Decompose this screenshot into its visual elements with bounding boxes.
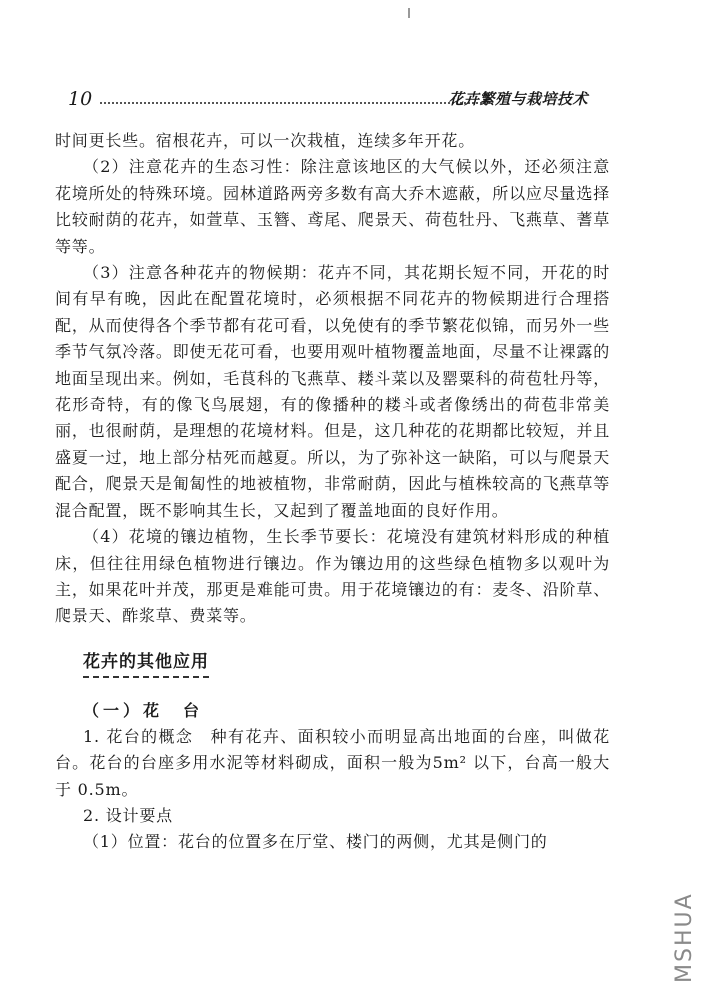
section-heading: 花卉的其他应用	[83, 650, 209, 678]
watermark-text: MSHUA	[672, 892, 697, 984]
paragraph-1: 时间更长些。宿根花卉，可以一次栽植，连续多年开花。	[55, 131, 476, 150]
scan-mark	[408, 8, 410, 18]
paragraph-5: 1. 花台的概念 种有花卉、面积较小而明显高出地面的台座，叫做花台。花台的台座多用水泥等材料砌成，面积一般为5m² 以下，台高一般大于 0.5m。	[55, 726, 610, 799]
paragraph-4: （4）花境的镶边植物，生长季节要长：花境没有建筑材料形成的种植床，但往往用绿色植物进行镶边。作为镶边用的这些绿色植物多以观叶为主，如果花叶并茂，那更是难能可贵。用于花境镶边的有：麦冬、沿阶草、爬景天、酢浆草、费菜等。	[55, 527, 610, 626]
page-header	[68, 88, 588, 114]
paragraph-2: （2）注意花卉的生态习性：除注意该地区的大气候以外，还必须注意花境所处的特殊环境。园林道路两旁多数有高大乔木遮蔽，所以应尽量选择比较耐荫的花卉，如萱草、玉簪、鸢尾、爬景天、荷苞牡丹、飞燕草、蓍草等等。	[55, 157, 610, 256]
running-title: 花卉繁殖与栽培技术	[448, 90, 588, 108]
header-rule	[100, 102, 490, 104]
paragraph-6: 2. 设计要点	[83, 805, 173, 825]
page-number: 10	[68, 88, 93, 110]
body-text	[55, 128, 610, 856]
paragraph-3: （3）注意各种花卉的物候期：花卉不同，其花期长短不同，开花的时间有早有晚，因此在配置花境时，必须根据不同花卉的物候期进行合理搭配，从而使得各个季节都有花可看，以免使有的季节繁花似锦，而另外一些季节气氛冷落。即使无花可看，也要用观叶植物覆盖地面，尽量不让裸露的地面呈现出来。例如，毛茛科的飞燕草、耧斗菜以及罂粟科的荷苞牡丹等，花形奇特，有的像飞鸟展翅，有的像播种的耧斗或者像绣出的荷苞非常美丽，也很耐荫，是理想的花境材料。但是，这几种花的花期都比较短，并且盛夏一过，地上部分枯死而越夏。所以，为了弥补这一缺陷，可以与爬景天配合，爬景天是匍匐性的地被植物，非常耐荫，因此与植株较高的飞燕草等混合配置，既不影响其生长，又起到了覆盖地面的良好作用。	[55, 263, 610, 520]
sub-heading: （一）花 台	[83, 700, 204, 720]
paragraph-7: （1）位置：花台的位置多在厅堂、楼门的两侧，尤其是侧门的	[83, 832, 548, 852]
